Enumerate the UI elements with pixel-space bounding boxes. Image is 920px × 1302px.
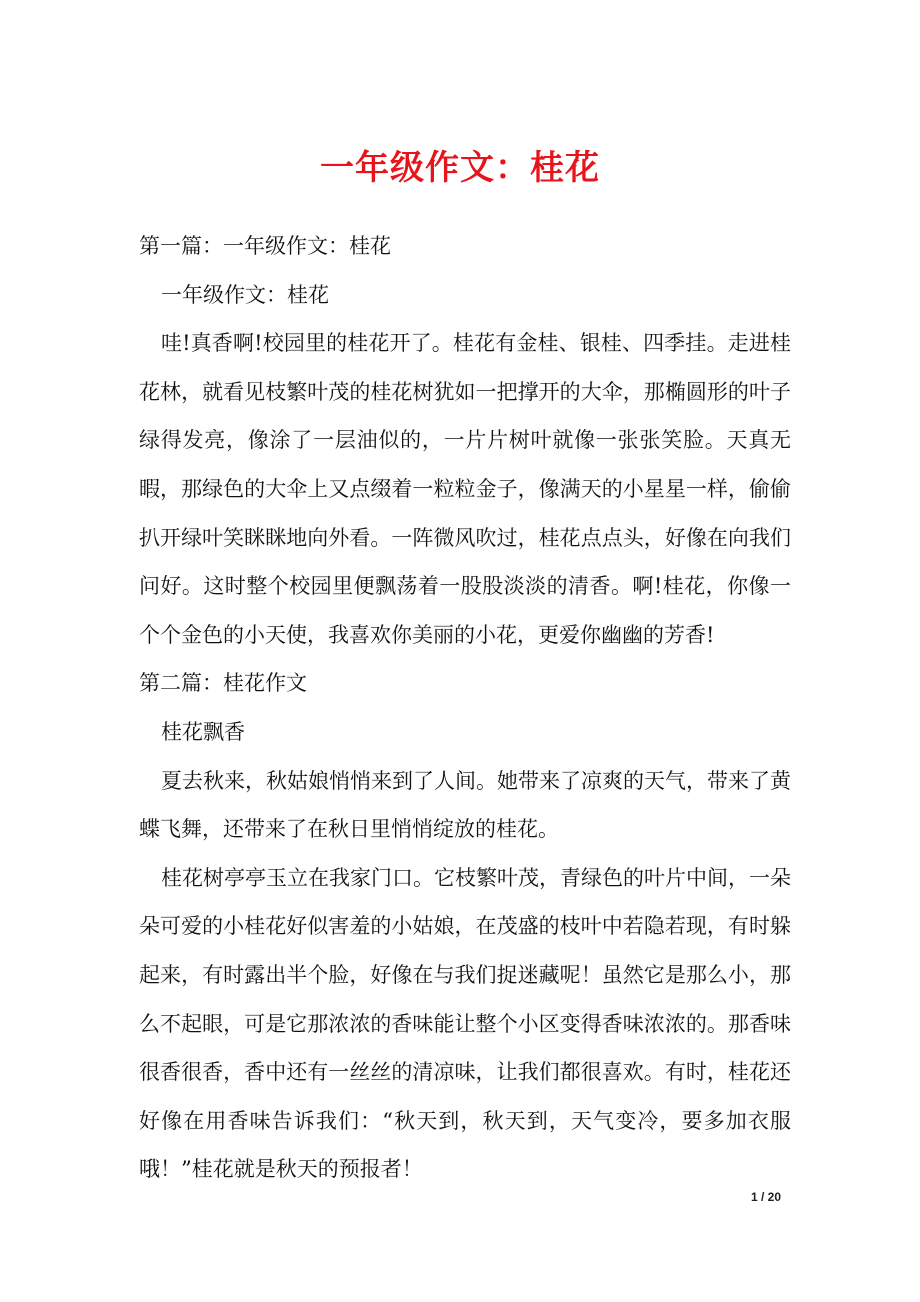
document-title: 一年级作文：桂花 bbox=[320, 148, 600, 188]
subtitle-2: 桂花飘香 bbox=[161, 719, 245, 744]
paragraph-1: 哇!真香啊!校园里的桂花开了。桂花有金桂、银桂、四季挂。走进桂花林，就看见枝繁叶茂的桂花树犹如一把撑开的大伞，那椭圆形的叶子绿得发亮，像涂了一层油似的，一片片树叶就像一张张笑脸。天真无暇，那绿色的大伞上又点缀着一粒粒金子，像满天的小星星一样，偷偷扒开绿叶笑眯眯地向外看。一阵微风吹过，桂花点点头，好像在向我们问好。这时整个校园里便飘荡着一股股淡淡的清香。啊!桂花，你像一个个金色的小天使，我喜欢你美丽的小花，更爱你幽幽的芳香! bbox=[139, 331, 791, 647]
paragraph-3: 桂花树亭亭玉立在我家门口。它枝繁叶茂，青绿色的叶片中间，一朵朵可爱的小桂花好似害羞的小姑娘，在茂盛的枝叶中若隐若现，有时躲起来，有时露出半个脸，好像在与我们捉迷藏呢！虽然它是那么小，那么不起眼，可是它那浓浓的香味能让整个小区变得香味浓浓的。那香味很香很香，香中还有一丝丝的清凉味，让我们都很喜欢。有时，桂花还好像在用香味告诉我们：“秋天到，秋天到，天气变冷，要多加衣服哦！”桂花就是秋天的预报者！ bbox=[139, 865, 791, 1182]
section-heading-2: 第二篇：桂花作文 bbox=[139, 671, 307, 696]
section-heading-1: 第一篇：一年级作文：桂花 bbox=[139, 234, 391, 258]
paragraph-2: 夏去秋来，秋姑娘悄悄来到了人间。她带来了凉爽的天气，带来了黄蝶飞舞，还带来了在秋日里悄悄绽放的桂花。 bbox=[139, 768, 791, 842]
subtitle-1: 一年级作文：桂花 bbox=[161, 282, 329, 307]
page-number: 1 / 20 bbox=[750, 1190, 781, 1204]
document-body bbox=[139, 222, 791, 1194]
